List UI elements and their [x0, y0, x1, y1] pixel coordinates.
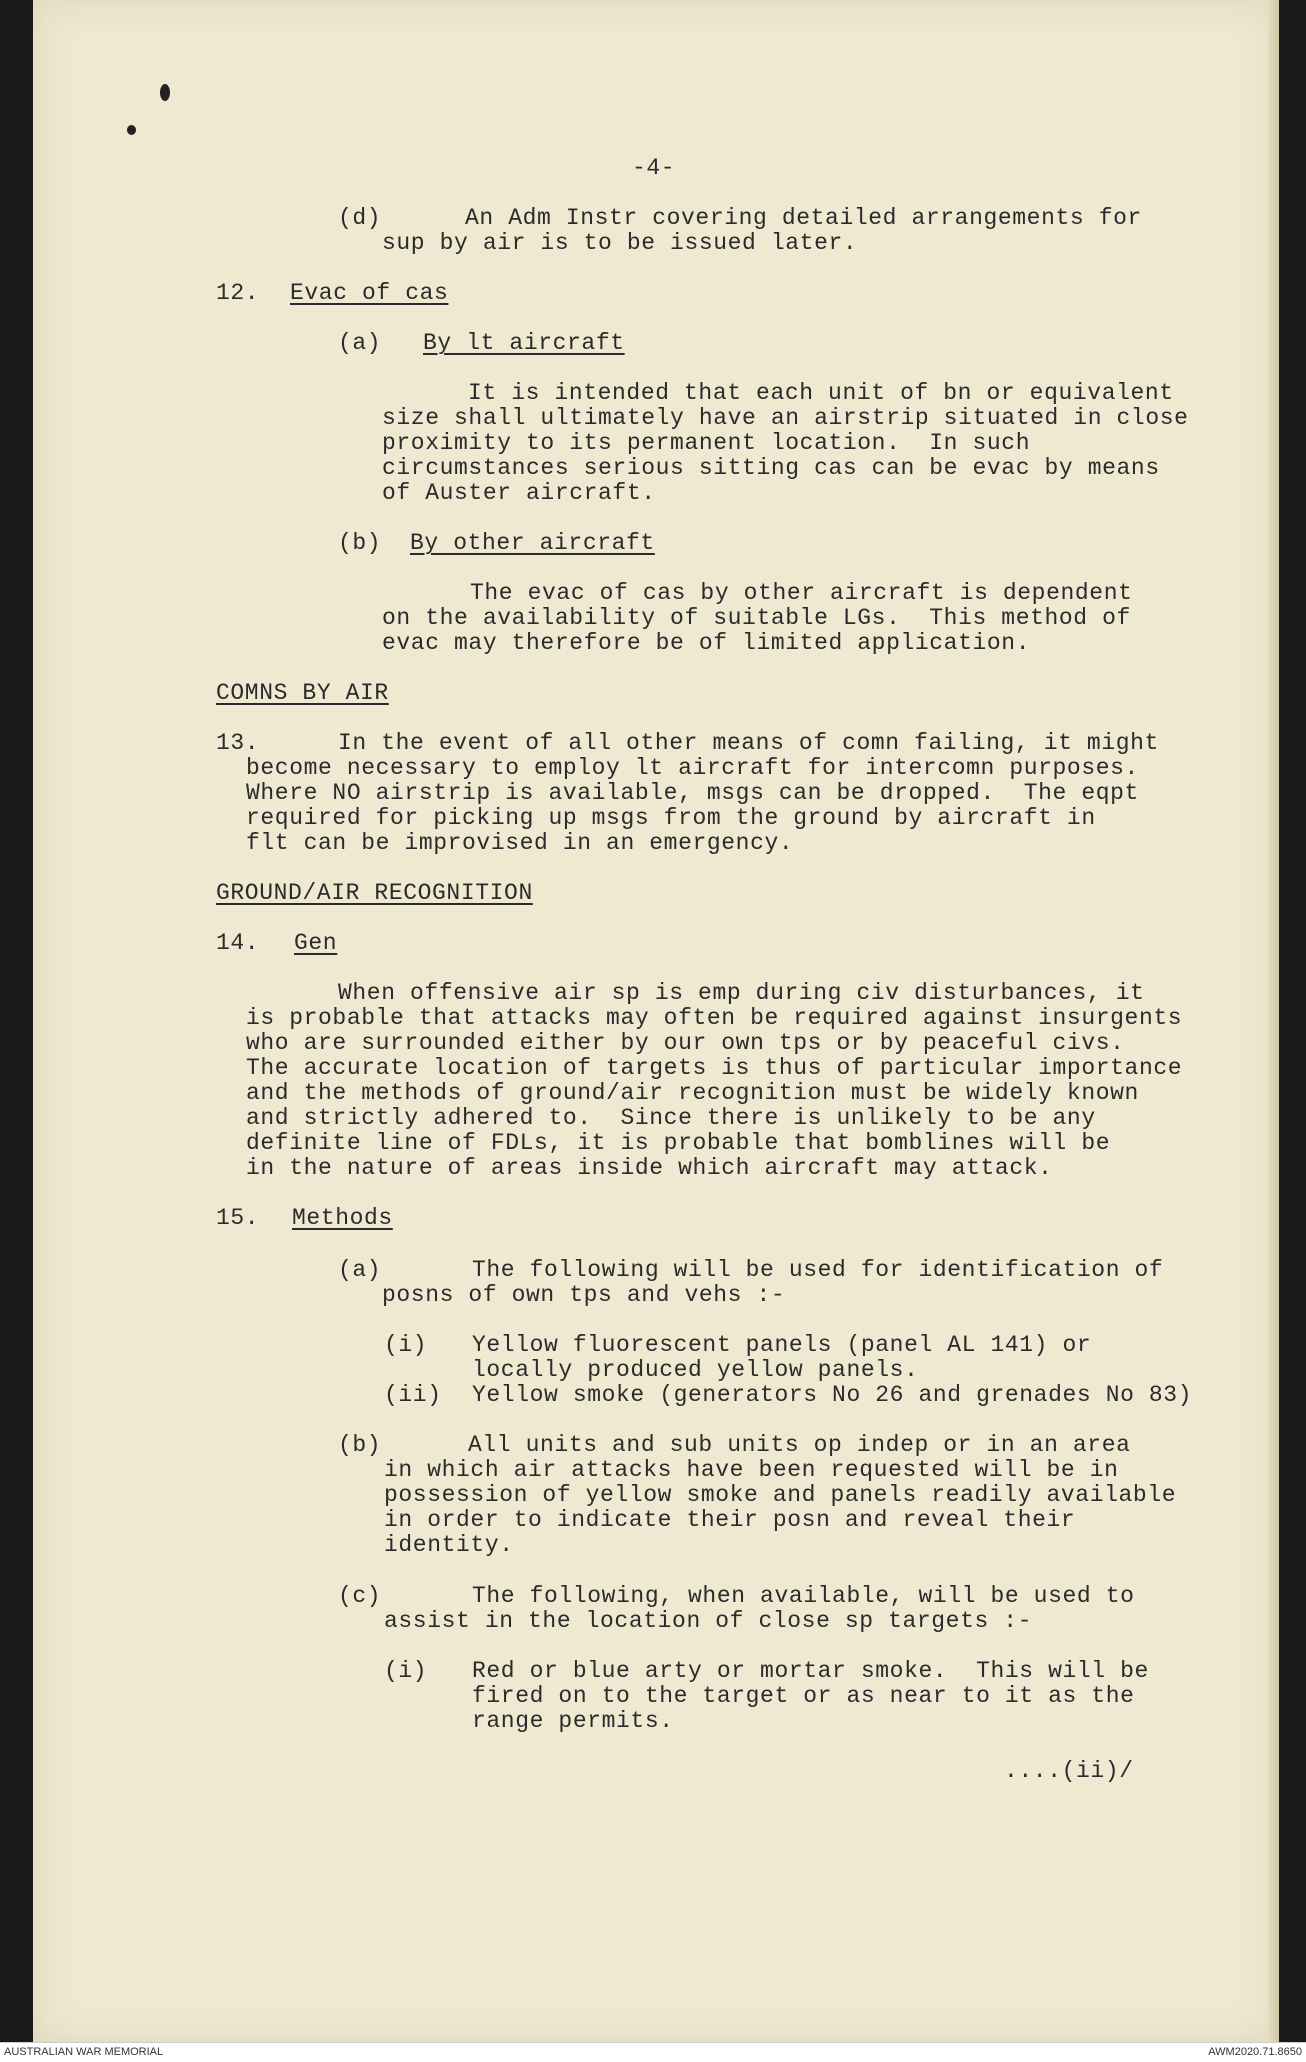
- comns-heading: COMNS BY AIR: [216, 680, 389, 706]
- punch-hole: [160, 84, 170, 101]
- para-d-line: sup by air is to be issued later.: [382, 230, 858, 256]
- para-12a-line: size shall ultimately have an airstrip situated in close: [382, 405, 1189, 431]
- section-14-line: and the methods of ground/air recognition must be widely known: [246, 1080, 1139, 1106]
- para-15a-line: posns of own tps and vehs :-: [382, 1282, 786, 1308]
- ground-air-heading: GROUND/AIR RECOGNITION: [216, 880, 533, 906]
- section-14-line: definite line of FDLs, it is probable that bomblines will be: [246, 1130, 1111, 1156]
- section-14-line: and strictly adhered to. Since there is unlikely to be any: [246, 1105, 1096, 1131]
- para-d-line: An Adm Instr covering detailed arrangements for: [465, 205, 1142, 231]
- para-15a-label: (a): [338, 1257, 382, 1283]
- footer-institution: AUSTRALIAN WAR MEMORIAL: [4, 2046, 164, 2058]
- continuation-marker: ....(ii)/: [1004, 1758, 1134, 1784]
- section-13-number: 13.: [216, 730, 260, 756]
- section-12-number: 12.: [216, 280, 260, 306]
- para-15b-line: All units and sub units op indep or in an area: [468, 1432, 1131, 1458]
- para-15c-i-line: range permits.: [472, 1708, 674, 1734]
- section-13-line: In the event of all other means of comn failing, it might: [338, 730, 1159, 756]
- section-14-heading: Gen: [294, 930, 338, 956]
- section-13-line: flt can be improvised in an emergency.: [246, 830, 794, 856]
- section-13-line: Where NO airstrip is available, msgs can be dropped. The eqpt: [246, 780, 1139, 806]
- section-14-number: 14.: [216, 930, 260, 956]
- para-12b-heading: By other aircraft: [410, 530, 655, 556]
- para-15b-line: in order to indicate their posn and reveal their: [384, 1507, 1076, 1533]
- section-15-heading: Methods: [292, 1205, 393, 1231]
- para-12b-label: (b): [338, 530, 382, 556]
- para-15b-label: (b): [338, 1432, 382, 1458]
- section-14-line: in the nature of areas inside which aircraft may attack.: [246, 1155, 1053, 1181]
- footer-reference: AWM2020.71.8650: [1208, 2046, 1302, 2058]
- section-13-line: become necessary to employ lt aircraft for intercomn purposes.: [246, 755, 1139, 781]
- para-12a-label: (a): [338, 330, 382, 356]
- para-12a-line: It is intended that each unit of bn or equivalent: [468, 380, 1174, 406]
- punch-hole: [127, 125, 136, 135]
- para-15c-i-label: (i): [384, 1658, 428, 1684]
- section-15-number: 15.: [216, 1205, 260, 1231]
- para-15c-line: assist in the location of close sp targets :-: [384, 1608, 1033, 1634]
- section-14-line: The accurate location of targets is thus of particular importance: [246, 1055, 1183, 1081]
- para-12a-line: of Auster aircraft.: [382, 480, 656, 506]
- section-13-line: required for picking up msgs from the ground by aircraft in: [246, 805, 1096, 831]
- section-12-heading: Evac of cas: [290, 280, 449, 306]
- page-number: -4-: [632, 155, 676, 181]
- para-15a-i-label: (i): [384, 1332, 428, 1358]
- section-14-line: is probable that attacks may often be required against insurgents: [246, 1005, 1183, 1031]
- para-15a-i-line: locally produced yellow panels.: [472, 1357, 919, 1383]
- section-14-line: who are surrounded either by our own tps or by peaceful civs.: [246, 1030, 1125, 1056]
- para-12b-line: evac may therefore be of limited application.: [382, 630, 1031, 656]
- para-15a-line: The following will be used for identification of: [472, 1257, 1164, 1283]
- para-12a-heading: By lt aircraft: [423, 330, 625, 356]
- para-15a-i-line: Yellow fluorescent panels (panel AL 141) or: [472, 1332, 1092, 1358]
- para-15c-label: (c): [338, 1583, 382, 1609]
- para-15b-line: possession of yellow smoke and panels readily available: [384, 1482, 1177, 1508]
- archive-footer: [0, 2042, 1306, 2062]
- para-15c-line: The following, when available, will be used to: [472, 1583, 1135, 1609]
- para-12a-line: proximity to its permanent location. In such: [382, 430, 1031, 456]
- para-15c-i-line: Red or blue arty or mortar smoke. This will be: [472, 1658, 1149, 1684]
- para-15b-line: identity.: [384, 1532, 514, 1558]
- section-14-line: When offensive air sp is emp during civ disturbances, it: [338, 980, 1145, 1006]
- para-12b-line: The evac of cas by other aircraft is dependent: [470, 580, 1133, 606]
- para-15a-ii-line: Yellow smoke (generators No 26 and grenades No 83): [472, 1382, 1193, 1408]
- para-12a-line: circumstances serious sitting cas can be evac by means: [382, 455, 1160, 481]
- para-15b-line: in which air attacks have been requested will be in: [384, 1457, 1119, 1483]
- para-15a-ii-label: (ii): [384, 1382, 442, 1408]
- para-d-label: (d): [338, 205, 382, 231]
- para-12b-line: on the availability of suitable LGs. This method of: [382, 605, 1131, 631]
- page-edge: [1268, 0, 1279, 2042]
- para-15c-i-line: fired on to the target or as near to it as the: [472, 1683, 1135, 1709]
